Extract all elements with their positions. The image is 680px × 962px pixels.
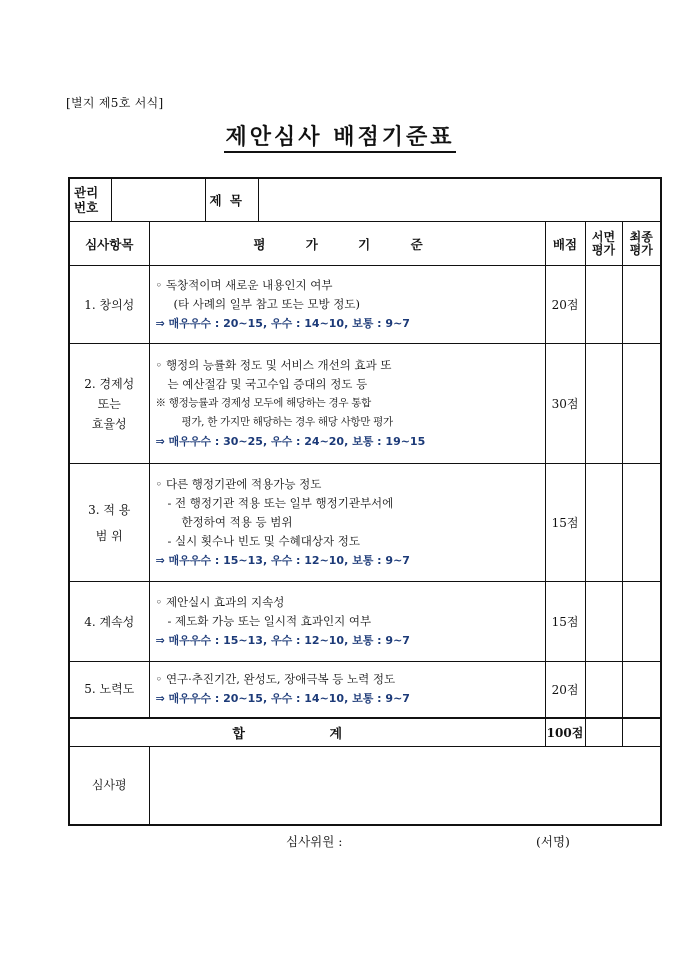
scoring-line: ⇒ 매우우수 : 20~15, 우수 : 14~10, 보통 : 9~7: [155, 692, 410, 706]
criteria-line: ◦ 연구·추진기간, 완성도, 장애극복 등 노력 정도: [155, 672, 396, 687]
table-row: [69, 266, 661, 344]
table-row: [69, 582, 661, 662]
col-item-header: 심사항목: [69, 222, 149, 266]
row-points: 30점: [545, 344, 585, 464]
scoring-line: ⇒ 매우우수 : 15~13, 우수 : 12~10, 보통 : 9~7: [155, 634, 410, 647]
scoring-line: ⇒ 매우우수 : 20~15, 우수 : 14~10, 보통 : 9~7: [155, 317, 410, 330]
management-no-label: 관리 번호: [69, 178, 111, 222]
criteria-line: ◦ 행정의 능률화 정도 및 서비스 개선의 효과 또: [155, 358, 392, 372]
final-eval-cell[interactable]: [622, 662, 661, 718]
note-line: ※ 행정능률과 경제성 모두에 해당하는 경우 통합: [155, 397, 371, 409]
signature-label: (서명): [536, 834, 570, 849]
total-points: 100점: [545, 718, 585, 747]
criteria-line: ◦ 다른 행정기관에 적용가능 정도: [155, 477, 322, 491]
row-item: 3. 적 용 범 위: [69, 464, 149, 582]
form-number: [별지 제5호 서식]: [66, 96, 164, 110]
row-points: 20점: [545, 662, 585, 718]
scoring-line: ⇒ 매우우수 : 15~13, 우수 : 12~10, 보통 : 9~7: [155, 554, 410, 567]
criteria-line: ◦ 제안실시 효과의 지속성: [155, 595, 285, 609]
column-header-row: [69, 222, 661, 266]
scoring-line: ⇒ 매우우수 : 30~25, 우수 : 24~20, 보통 : 19~15: [155, 435, 426, 448]
criteria-line: - 제도화 가능 또는 일시적 효과인지 여부: [167, 614, 372, 628]
table-row: [69, 344, 661, 464]
written-eval-cell[interactable]: [585, 344, 622, 464]
criteria-line: - 실시 횟수나 빈도 및 수혜대상자 정도: [167, 534, 360, 548]
written-eval-cell[interactable]: [585, 266, 622, 344]
scoring-table: [68, 177, 662, 826]
row-item: 1. 창의성: [69, 266, 149, 344]
table-row: [69, 464, 661, 582]
row-points: 15점: [545, 582, 585, 662]
total-written-eval-cell[interactable]: [585, 718, 622, 747]
written-eval-cell[interactable]: [585, 662, 622, 718]
management-no-field[interactable]: [111, 178, 205, 222]
criteria-line: - 전 행정기관 적용 또는 일부 행정기관부서에: [167, 496, 394, 510]
page-title: [0, 120, 680, 151]
subject-cell: [205, 178, 661, 222]
total-row: [69, 718, 661, 747]
committee-label: 심사위원 :: [286, 834, 343, 849]
col-points-header: 배점: [545, 222, 585, 266]
row-points: 15점: [545, 464, 585, 582]
table-row: [69, 662, 661, 718]
row-criteria: [149, 582, 545, 662]
review-field[interactable]: [149, 747, 661, 825]
final-eval-cell[interactable]: [622, 344, 661, 464]
title-text: 제안심사 배점기준표: [224, 124, 457, 153]
col-written-eval-header: 서면 평가: [585, 222, 622, 266]
written-eval-cell[interactable]: [585, 464, 622, 582]
row-item: 5. 노력도: [69, 662, 149, 718]
col-final-eval-header: 최종 평가: [622, 222, 661, 266]
header-row: [69, 178, 661, 222]
criteria-line: ◦ 독창적이며 새로운 내용인지 여부: [155, 278, 333, 292]
row-criteria: [149, 662, 545, 718]
total-final-eval-cell[interactable]: [622, 718, 661, 747]
row-criteria: [149, 344, 545, 464]
criteria-line: 는 예산절감 및 국고수입 증대의 정도 등: [167, 377, 368, 391]
col-criteria-header: 평 가 기 준: [149, 222, 545, 266]
note-line: 평가, 한 가지만 해당하는 경우 해당 사항만 평가: [181, 416, 393, 428]
written-eval-cell[interactable]: [585, 582, 622, 662]
row-criteria: [149, 464, 545, 582]
final-eval-cell[interactable]: [622, 464, 661, 582]
row-item: 4. 계속성: [69, 582, 149, 662]
final-eval-cell[interactable]: [622, 266, 661, 344]
subject-field[interactable]: [259, 179, 661, 221]
row-item: 2. 경제성 또는 효율성: [69, 344, 149, 464]
row-criteria: [149, 266, 545, 344]
criteria-line: 한정하여 적용 등 범위: [181, 515, 293, 529]
total-label: 합 계: [69, 718, 545, 747]
criteria-line: (타 사례의 일부 참고 또는 모방 정도): [173, 297, 360, 311]
review-label: 심사평: [69, 747, 149, 825]
subject-label: 제 목: [206, 179, 259, 221]
final-eval-cell[interactable]: [622, 582, 661, 662]
row-points: 20점: [545, 266, 585, 344]
review-row: [69, 747, 661, 825]
